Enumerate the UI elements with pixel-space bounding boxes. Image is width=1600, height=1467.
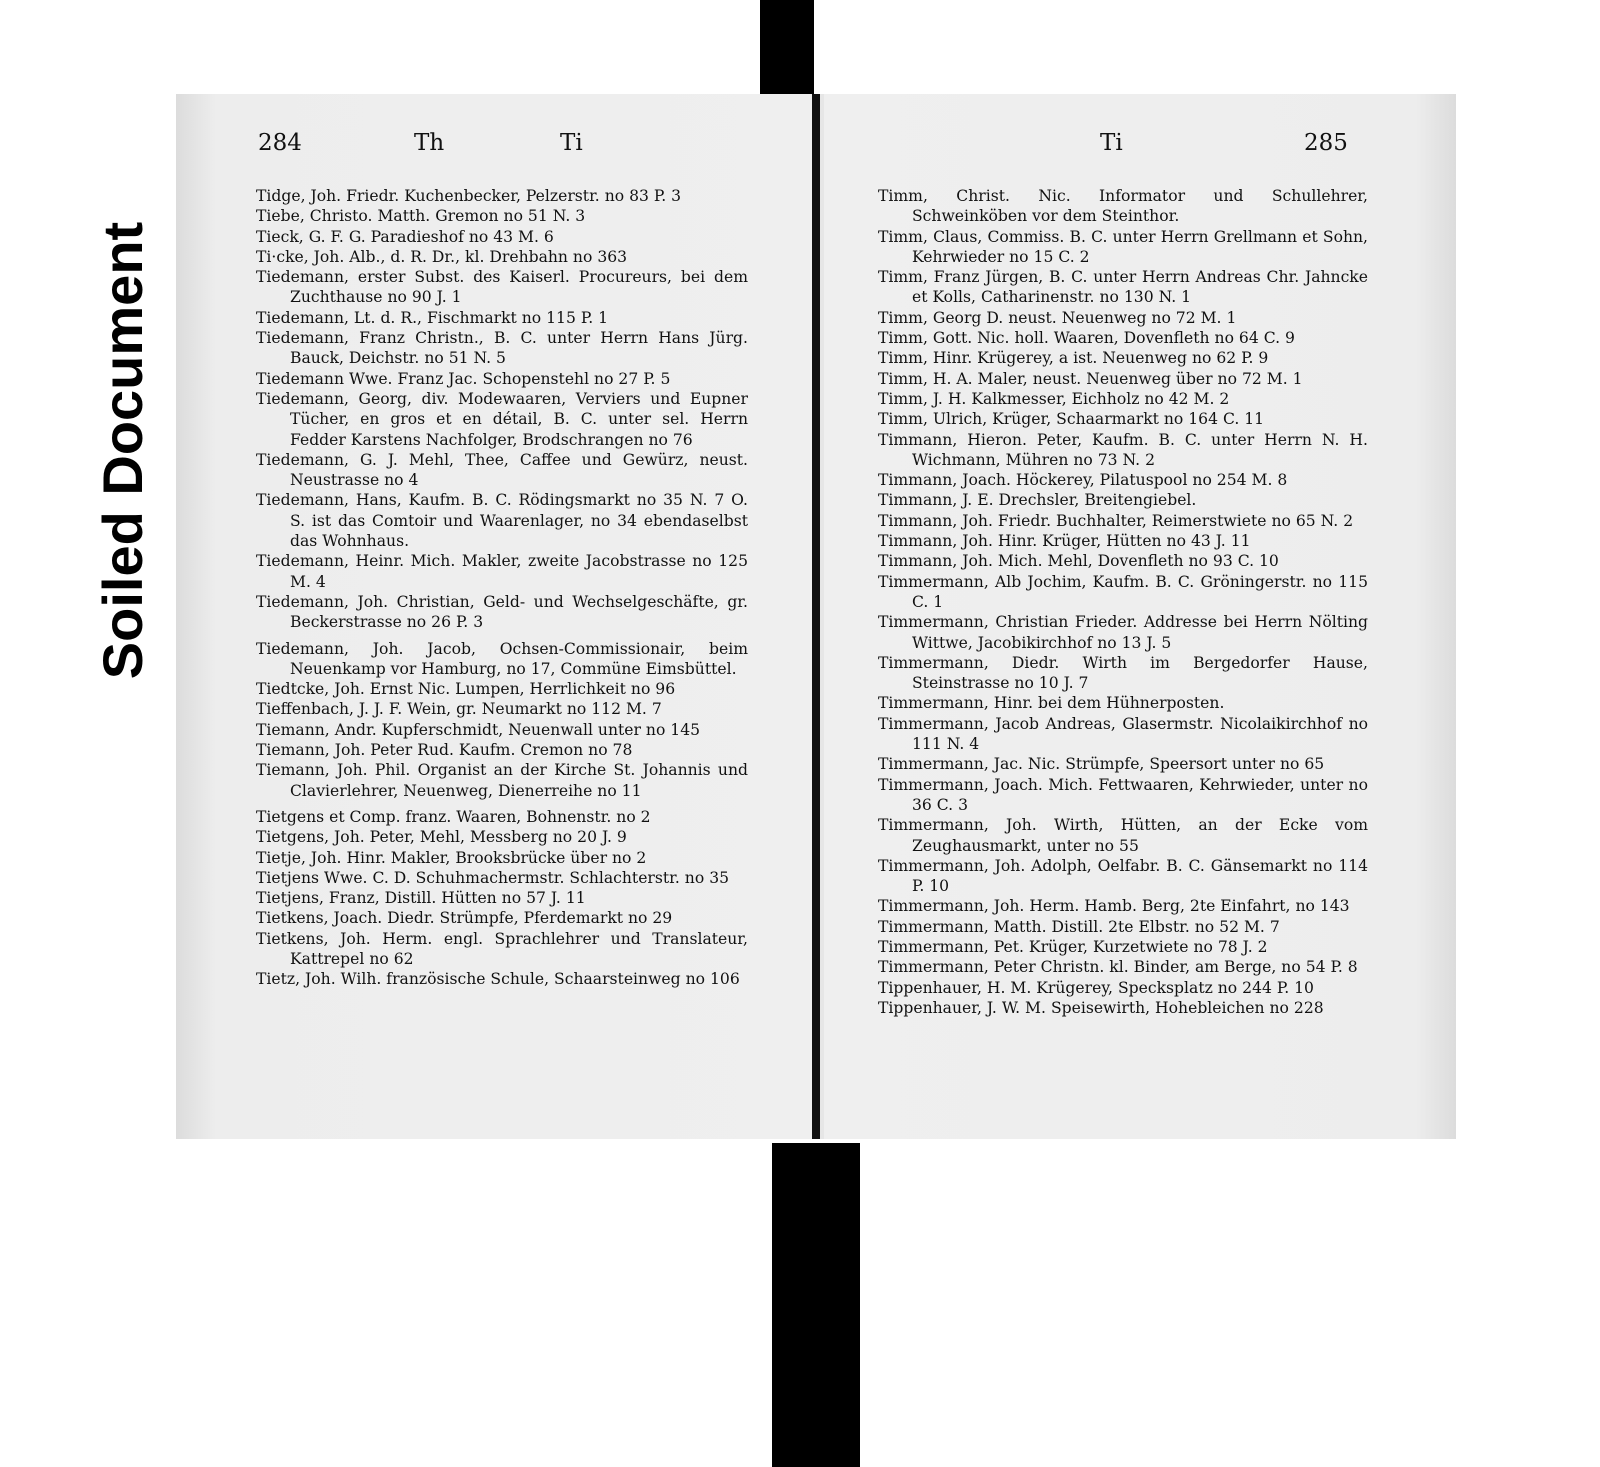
right-page-number: 285 bbox=[1304, 130, 1348, 156]
directory-entry: Tiedtcke, Joh. Ernst Nic. Lumpen, Herrlichkeit no 96 bbox=[256, 680, 676, 699]
directory-entry: Tietgens, Joh. Peter, Mehl, Messberg no 20 J. 9 bbox=[256, 828, 627, 847]
directory-entry: Tiedemann, Franz Christn., B. C. unter Herrn Hans Jürg. Bauck, Deichstr. no 51 N. 5 bbox=[256, 329, 748, 368]
directory-entry: Tietjens, Franz, Distill. Hütten no 57 J. 11 bbox=[256, 889, 586, 908]
directory-entry: Timmermann, Diedr. Wirth im Bergedorfer Hause, Steinstrasse no 10 J. 7 bbox=[878, 653, 1368, 693]
directory-entry: Timm, Georg D. neust. Neuenweg no 72 M. 1 bbox=[878, 308, 1237, 327]
directory-entry: Tietkens, Joach. Diedr. Strümpfe, Pferdemarkt no 29 bbox=[256, 909, 673, 928]
directory-entry: Timmermann, Joach. Mich. Fettwaaren, Kehrwieder, unter no 36 C. 3 bbox=[878, 775, 1368, 814]
directory-entry: Tietje, Joh. Hinr. Makler, Brooksbrücke über no 2 bbox=[256, 848, 647, 867]
directory-entry: Timmermann, Hinr. bei dem Hühnerposten. bbox=[878, 694, 1225, 713]
directory-entry: Timmermann, Jacob Andreas, Glasermstr. Nicolaikirchhof no 111 N. 4 bbox=[878, 714, 1368, 754]
directory-entry: Tiemann, Andr. Kupferschmidt, Neuenwall unter no 145 bbox=[256, 720, 701, 739]
left-running-head-2: Ti bbox=[560, 130, 583, 156]
directory-entry: Tiedemann, Joh. Christian, Geld- und Wechselgeschäfte, gr. Beckerstrasse no 26 P. 3 bbox=[256, 592, 748, 632]
directory-entry: Ti·cke, Joh. Alb., d. R. Dr., kl. Drehbahn no 363 bbox=[256, 247, 628, 266]
directory-entry: Tiedemann, Lt. d. R., Fischmarkt no 115 P. 1 bbox=[256, 308, 609, 327]
directory-entry: Timmermann, Joh. Wirth, Hütten, an der Ecke vom Zeughausmarkt, unter no 55 bbox=[878, 816, 1368, 855]
directory-entry: Timmermann, Joh. Herm. Hamb. Berg, 2te Einfahrt, no 143 bbox=[878, 897, 1350, 916]
directory-entry: Tiedemann, erster Subst. des Kaiserl. Procureurs, bei dem Zuchthause no 90 J. 1 bbox=[256, 268, 748, 307]
directory-entry: Timm, Hinr. Krügerey, a ist. Neuenweg no 62 P. 9 bbox=[878, 349, 1269, 368]
directory-entry: Timmermann, Joh. Adolph, Oelfabr. B. C. Gänsemarkt no 114 P. 10 bbox=[878, 856, 1368, 896]
directory-entry: Timmann, J. E. Drechsler, Breitengiebel. bbox=[878, 491, 1197, 510]
directory-entry: Timmann, Joh. Mich. Mehl, Dovenfleth no 93 C. 10 bbox=[878, 552, 1279, 571]
left-page bbox=[176, 94, 816, 1139]
directory-entry: Tiemann, Joh. Peter Rud. Kaufm. Cremon no 78 bbox=[256, 741, 633, 760]
directory-entry: Tietgens et Comp. franz. Waaren, Bohnenstr. no 2 bbox=[256, 807, 651, 826]
binding-tab-top bbox=[760, 0, 814, 98]
right-page bbox=[824, 94, 1456, 1139]
directory-entry: Timmermann, Christian Frieder. Addresse bei Herrn Nölting Wittwe, Jacobikirchhof no 13 J. 5 bbox=[878, 613, 1368, 652]
directory-entry: Timmann, Joh. Friedr. Buchhalter, Reimerstwiete no 65 N. 2 bbox=[878, 511, 1354, 530]
directory-entry: Tiedemann, G. J. Mehl, Thee, Caffee und Gewürz, neust. Neustrasse no 4 bbox=[256, 450, 748, 490]
directory-entry: Timmermann, Jac. Nic. Strümpfe, Speersort unter no 65 bbox=[878, 755, 1325, 774]
directory-entry: Tieffenbach, J. J. F. Wein, gr. Neumarkt no 112 M. 7 bbox=[256, 700, 662, 719]
book-spread bbox=[176, 94, 1456, 1139]
directory-entry: Timmermann, Alb Jochim, Kaufm. B. C. Gröningerstr. no 115 C. 1 bbox=[878, 572, 1368, 611]
directory-entry: Tiedemann, Hans, Kaufm. B. C. Rödingsmarkt no 35 N. 7 O. S. ist das Comtoir und Waarenlager, no 34 ebendaselbst das Wohnhaus. bbox=[256, 491, 748, 551]
directory-entry: Tietkens, Joh. Herm. engl. Sprachlehrer und Translateur, Kattrepel no 62 bbox=[256, 929, 748, 968]
left-page-number: 284 bbox=[258, 130, 302, 156]
directory-entry: Timmann, Joh. Hinr. Krüger, Hütten no 43 J. 11 bbox=[878, 532, 1251, 551]
directory-entry: Tiebe, Christo. Matth. Gremon no 51 N. 3 bbox=[256, 207, 586, 226]
directory-entry: Tippenhauer, J. W. M. Speisewirth, Hohebleichen no 228 bbox=[878, 998, 1324, 1017]
directory-entry: Timm, J. H. Kalkmesser, Eichholz no 42 M. 2 bbox=[878, 389, 1230, 408]
directory-entry: Timm, Claus, Commiss. B. C. unter Herrn Grellmann et Sohn, Kehrwieder no 15 C. 2 bbox=[878, 227, 1368, 266]
right-running-head: Ti bbox=[1100, 130, 1123, 156]
stamp-text: Soiled Document bbox=[91, 221, 155, 679]
directory-entry: Tiedemann, Heinr. Mich. Makler, zweite Jacobstrasse no 125 M. 4 bbox=[256, 552, 748, 591]
left-entry-list bbox=[256, 186, 748, 990]
soiled-document-stamp bbox=[88, 190, 158, 710]
directory-entry: Tietz, Joh. Wilh. französische Schule, Schaarsteinweg no 106 bbox=[256, 970, 740, 989]
directory-entry: Timmermann, Matth. Distill. 2te Elbstr. no 52 M. 7 bbox=[878, 917, 1280, 936]
directory-entry: Tidge, Joh. Friedr. Kuchenbecker, Pelzerstr. no 83 P. 3 bbox=[256, 187, 682, 205]
directory-entry: Tiedemann, Joh. Jacob, Ochsen-Commissionair, beim Neuenkamp vor Hamburg, no 17, Commüne Eimsbüttel. bbox=[256, 639, 748, 678]
left-running-head-1: Th bbox=[414, 130, 445, 156]
directory-entry: Timm, Gott. Nic. holl. Waaren, Dovenfleth no 64 C. 9 bbox=[878, 329, 1295, 348]
directory-entry: Timmann, Hieron. Peter, Kaufm. B. C. unter Herrn N. H. Wichmann, Mühren no 73 N. 2 bbox=[878, 430, 1368, 469]
directory-entry: Timm, Christ. Nic. Informator und Schullehrer, Schweinköben vor dem Steinthor. bbox=[878, 187, 1368, 226]
directory-entry: Tietjens Wwe. C. D. Schuhmachermstr. Schlachterstr. no 35 bbox=[256, 868, 730, 887]
directory-entry: Tiemann, Joh. Phil. Organist an der Kirche St. Johannis und Clavierlehrer, Neuenweg, Dienerreihe no 11 bbox=[256, 761, 748, 800]
directory-entry: Timmermann, Peter Christn. kl. Binder, am Berge, no 54 P. 8 bbox=[878, 958, 1358, 977]
directory-entry: Tiedemann, Georg, div. Modewaaren, Verviers und Eupner Tücher, en gros et en détail, B. C. unter sel. Herrn Fedder Karstens Nachfolger, Brodschrangen no 76 bbox=[256, 389, 748, 449]
right-entry-list bbox=[878, 186, 1368, 1018]
directory-entry: Tippenhauer, H. M. Krügerey, Specksplatz no 244 P. 10 bbox=[878, 978, 1314, 997]
directory-entry: Timmermann, Pet. Krüger, Kurzetwiete no 78 J. 2 bbox=[878, 937, 1268, 956]
directory-entry: Timm, Franz Jürgen, B. C. unter Herrn Andreas Chr. Jahncke et Kolls, Catharinenstr. no 130 N. 1 bbox=[878, 268, 1368, 307]
directory-entry: Timm, H. A. Maler, neust. Neuenweg über no 72 M. 1 bbox=[878, 369, 1303, 388]
binding-tab-bottom bbox=[772, 1143, 860, 1467]
page-gutter bbox=[812, 94, 820, 1139]
directory-entry: Timm, Ulrich, Krüger, Schaarmarkt no 164 C. 11 bbox=[878, 410, 1265, 429]
directory-entry: Tiedemann Wwe. Franz Jac. Schopenstehl no 27 P. 5 bbox=[256, 369, 671, 388]
directory-entry: Timmann, Joach. Höckerey, Pilatuspool no 254 M. 8 bbox=[878, 471, 1288, 490]
directory-entry: Tieck, G. F. G. Paradieshof no 43 M. 6 bbox=[256, 227, 554, 246]
